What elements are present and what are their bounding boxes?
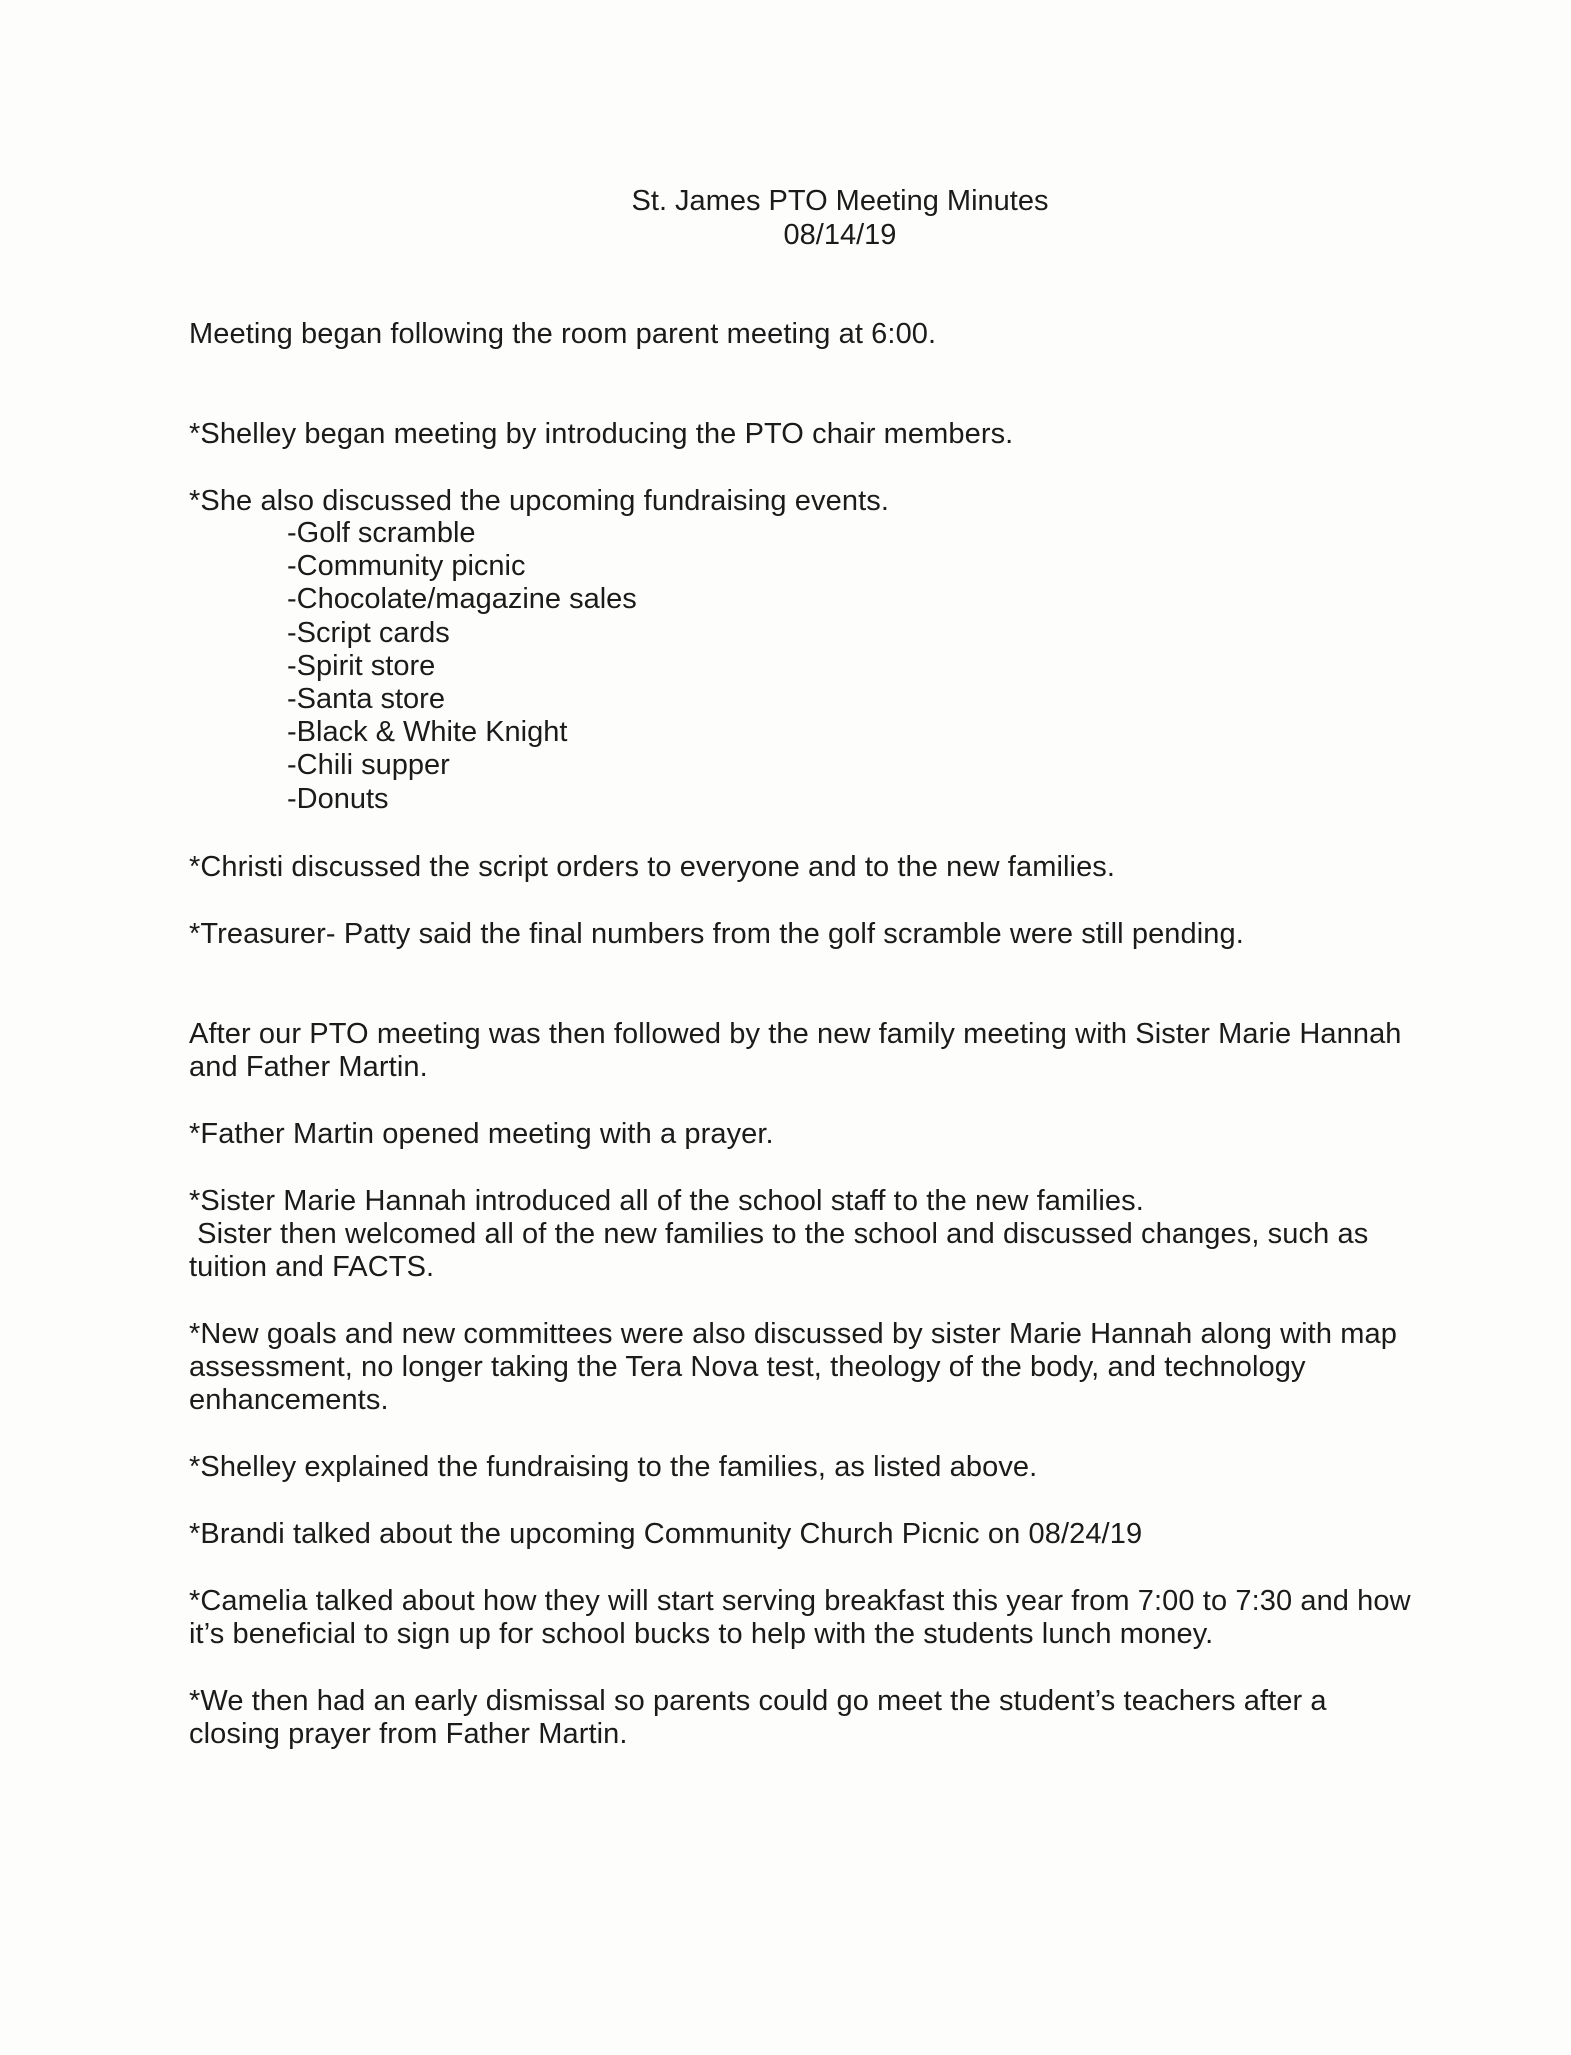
- list-item: -Script cards: [287, 616, 450, 649]
- goals-line: enhancements.: [189, 1384, 389, 1416]
- goals-line: *New goals and new committees were also discussed by sister Marie Hannah along with map: [189, 1318, 1397, 1350]
- fundraising-events-list: [287, 517, 637, 816]
- staff-intro-line: tuition and FACTS.: [189, 1251, 435, 1283]
- dismissal-line: closing prayer from Father Martin.: [189, 1718, 628, 1750]
- list-item: -Spirit store: [287, 649, 436, 682]
- list-item: -Black & White Knight: [287, 716, 568, 749]
- staff-intro-line: Sister then welcomed all of the new families to the school and discussed changes, such as: [189, 1218, 1369, 1250]
- list-item: -Santa store: [287, 683, 445, 716]
- opening-prayer-note: *Father Martin opened meeting with a prayer.: [189, 1118, 774, 1150]
- dismissal-line: *We then had an early dismissal so parents could go meet the student’s teachers after a: [189, 1685, 1327, 1717]
- staff-intro-line: *Sister Marie Hannah introduced all of the school staff to the new families.: [189, 1185, 1144, 1217]
- new-family-intro-line: and Father Martin.: [189, 1051, 428, 1083]
- breakfast-line: *Camelia talked about how they will start serving breakfast this year from 7:00 to 7:30 and how: [189, 1585, 1411, 1617]
- document-title: St. James PTO Meeting Minutes: [631, 185, 1049, 217]
- list-item: -Golf scramble: [287, 517, 476, 549]
- new-family-intro-line: After our PTO meeting was then followed by the new family meeting with Sister Marie Hannah: [189, 1018, 1402, 1050]
- list-item: -Community picnic: [287, 550, 526, 583]
- list-item: -Donuts: [287, 782, 389, 815]
- fundraising-explained-note: *Shelley explained the fundraising to the families, as listed above.: [189, 1451, 1038, 1483]
- treasurer-note: *Treasurer- Patty said the final numbers from the golf scramble were still pending.: [189, 918, 1244, 950]
- opening-paragraph: Meeting began following the room parent meeting at 6:00.: [189, 318, 937, 350]
- chair-members-note: *Shelley began meeting by introducing the PTO chair members.: [189, 418, 1014, 450]
- picnic-note: *Brandi talked about the upcoming Community Church Picnic on 08/24/19: [189, 1518, 1143, 1550]
- script-orders-note: *Christi discussed the script orders to everyone and to the new families.: [189, 851, 1116, 883]
- fundraising-intro: *She also discussed the upcoming fundraising events.: [189, 485, 890, 517]
- breakfast-line: it’s beneficial to sign up for school bucks to help with the students lunch money.: [189, 1618, 1214, 1650]
- goals-line: assessment, no longer taking the Tera Nova test, theology of the body, and technology: [189, 1351, 1306, 1383]
- list-item: -Chili supper: [287, 749, 450, 782]
- document-date: 08/14/19: [783, 219, 897, 251]
- list-item: -Chocolate/magazine sales: [287, 583, 637, 616]
